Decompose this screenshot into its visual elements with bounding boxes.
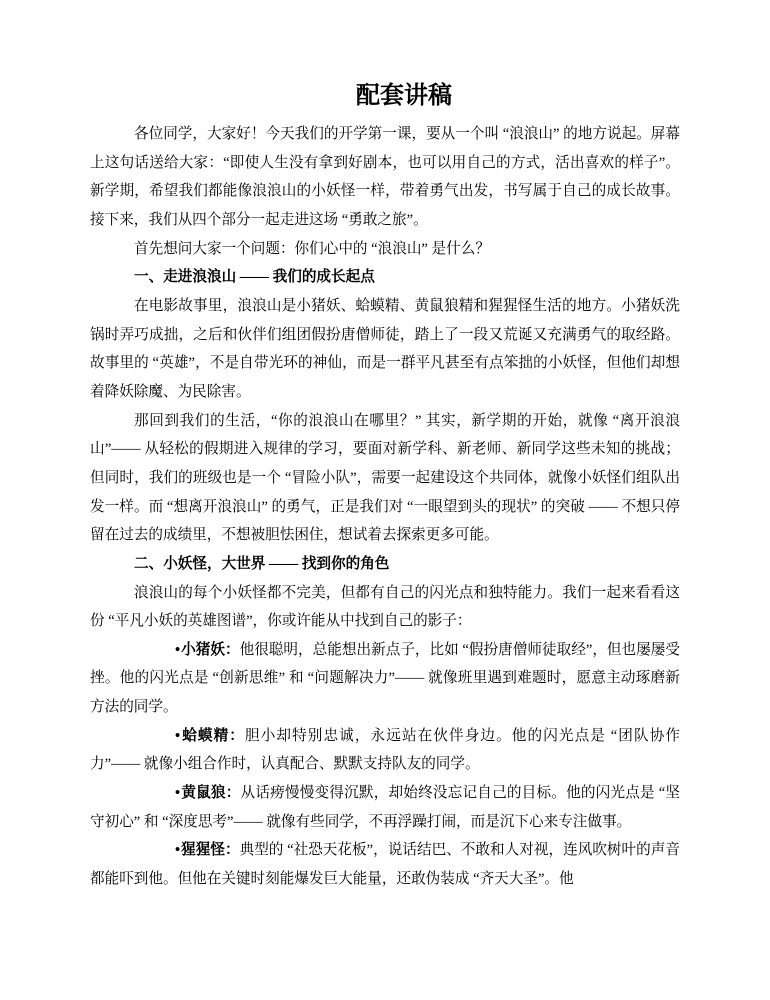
paragraph-our-life: 那回到我们的生活，“你的浪浪山在哪里？” 其实，新学期的开始，就像 “离开浪浪山”—— 从轻松的假期进入规律的学习，要面对新学科、新老师、新同学这些未知的挑战；但同时，我们的班级也是一个 “冒险小队”，需要一起建设这个共同体，就像小妖怪们组队出发一样。而 “想离开浪浪山” 的勇气，正是我们对 “一眼望到头的现状” 的突破 —— 不想只停留在过去的成绩里，不想被胆怯困住，想试着去探索更多可能。 xyxy=(90,412,680,544)
bullet-label-pig: 小猪妖： xyxy=(181,641,240,658)
bullet-text-weasel: 从话痨慢慢变得沉默，却始终没忘记自己的目标。他的闪光点是 “坚守初心” 和 “深度思考”—— 就像有些同学，不再浮躁打闹，而是沉下心来专注做事。 xyxy=(90,785,680,830)
document-title: 配套讲稿 xyxy=(356,83,452,109)
document-content xyxy=(90,79,680,894)
document-body xyxy=(90,120,680,894)
bullet-icon: • xyxy=(175,842,181,859)
paragraph-intro: 各位同学，大家好！今天我们的开学第一课，要从一个叫 “浪浪山” 的地方说起。屏幕上这句话送给大家：“即使人生没有拿到好剧本，也可以用自己的方式，活出喜欢的样子”。新学期，希望我们都能像浪浪山的小妖怪一样，带着勇气出发，书写属于自己的成长故事。接下来，我们从四个部分一起走进这场 “勇敢之旅”。 xyxy=(90,126,680,228)
bullet-label-gorilla: 猩猩怪： xyxy=(181,842,240,859)
bullet-label-toad: 蛤蟆精： xyxy=(181,727,245,744)
section-heading-1: 一、走进浪浪山 —— 我们的成长起点 xyxy=(134,269,375,286)
paragraph-question: 首先想问大家一个问题：你们心中的 “浪浪山” 是什么？ xyxy=(134,240,490,257)
bullet-text-gorilla: 典型的 “社恐天花板”，说话结巴、不敢和人对视，连风吹树叶的声音都能吓到他。但他在关键时刻能爆发巨大能量，还敢伪装成 “齐天大圣”。他 xyxy=(90,842,680,888)
bullet-icon: • xyxy=(175,641,181,658)
bullet-icon: • xyxy=(175,727,181,744)
bullet-icon: • xyxy=(175,785,181,802)
section-heading-2: 二、小妖怪，大世界 —— 找到你的角色 xyxy=(134,555,390,572)
bullet-item-toad xyxy=(90,722,680,779)
paragraph-hero-map: 浪浪山的每个小妖怪都不完美，但都有自己的闪光点和独特能力。我们一起来看看这份 “平凡小妖的英雄图谱”，你或许能从中找到自己的影子： xyxy=(90,584,680,630)
bullet-label-weasel: 黄鼠狼： xyxy=(181,785,241,802)
paragraph-movie-story: 在电影故事里，浪浪山是小猪妖、蛤蟆精、黄鼠狼精和猩猩怪生活的地方。小猪妖洗锅时弄巧成拙，之后和伙伴们组团假扮唐僧师徒，踏上了一段又荒诞又充满勇气的取经路。故事里的 “英雄”，不是自带光环的神仙，而是一群平凡甚至有点笨拙的小妖怪，但他们却想着降妖除魔、为民除害。 xyxy=(90,297,680,400)
bullet-text-pig: 他很聪明，总能想出新点子，比如 “假扮唐僧师徒取经”，但也屡屡受挫。他的闪光点是 “创新思维” 和 “问题解决力”—— 就像班里遇到难题时，愿意主动琢磨新方法的同学。 xyxy=(90,641,680,716)
bullet-item-weasel xyxy=(90,779,680,836)
bullet-item-gorilla xyxy=(90,836,680,893)
bullet-item-pig xyxy=(90,636,680,722)
bullet-text-toad: 胆小却特别忠诚，永远站在伙伴身边。他的闪光点是 “团队协作力”—— 就像小组合作时，认真配合、默默支持队友的同学。 xyxy=(90,727,680,773)
